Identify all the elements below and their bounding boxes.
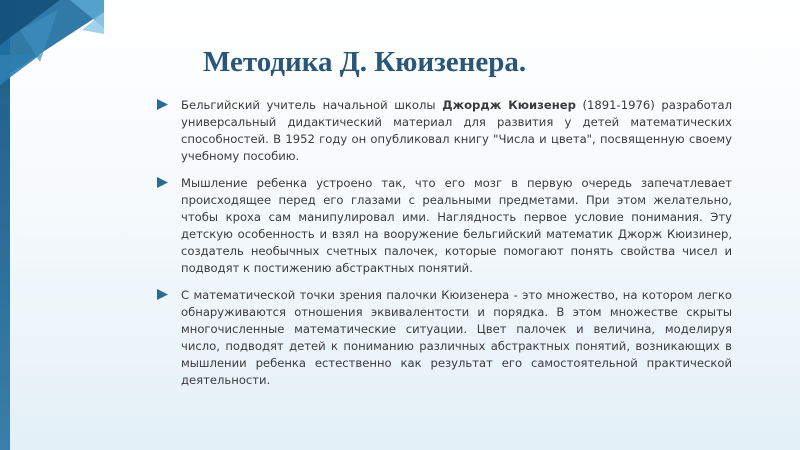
bullet-2-text: Мышление ребенка устроено так, что его мозг в первую очередь запечатлевает происходящее перед его глазами с реальными предметами. При этом желательно, чтобы кроха сам манипулировал ими. Наглядность первое условие понимания. Эту детскую особенность и взял на вооружение бельгийский математик Джорж Кюизинер, создатель необычных счетных палочек, которые помогают понять свойства чисел и подводят к постижению абстрактных понятий. (181, 176, 732, 275)
bullet-item-1 (157, 97, 732, 165)
corner-decoration (0, 0, 110, 90)
triangle-bullet-icon (157, 177, 168, 188)
slide-title: Методика Д. Кюизенера. (203, 46, 527, 78)
bullet-item-3 (157, 287, 732, 389)
bullet-item-2 (157, 175, 732, 277)
bullet-1-text-start: Бельгийский учитель начальной школы (181, 98, 443, 112)
bullet-1-name: Джордж Кюизенер (442, 98, 576, 112)
triangle-bullet-icon (157, 99, 168, 110)
bullet-3-text: С математической точки зрения палочки Кюизенера - это множество, на котором легко обнаруживаются отношения эквивалентости и порядка. В этом множестве скрыты многочисленные математические ситуации. Цвет палочек и величина, моделируя число, подводят детей к пониманию различных абстрактных понятий, возникающих в мышлении ребенка естественно как результат его самостоятельной практической деятельности. (181, 288, 732, 387)
bullet-list (157, 97, 732, 399)
triangle-bullet-icon (157, 289, 168, 300)
bullet-1-text-end: (1891-1976) разработал универсальный дидактический материал для развития у детей математических способностей. В 1952 году он опубликовал книгу "Числа и цвета", посвященную своему учебному пособию. (181, 98, 732, 163)
